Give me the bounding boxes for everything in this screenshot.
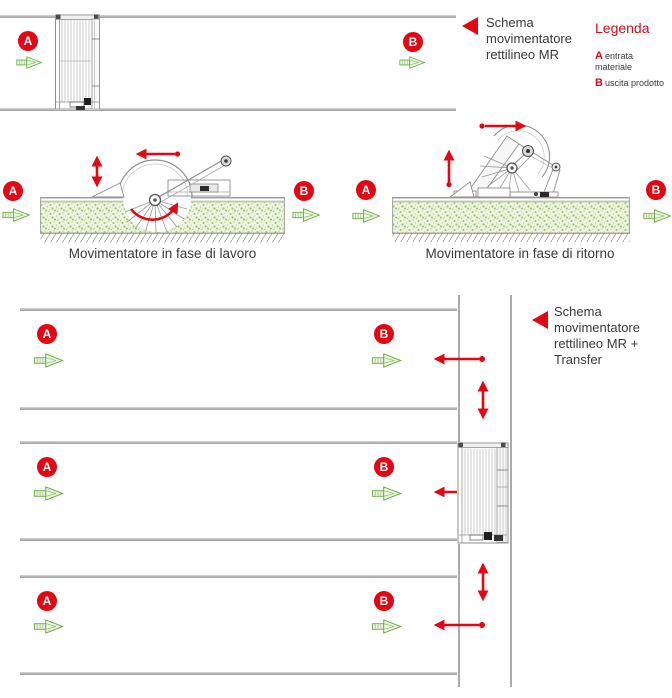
transfer-shuttle-arrow-icon [476,558,490,606]
exit-badge [646,180,666,200]
exit-badge [374,324,394,344]
top-section-title: Schema movimentatore rettilineo MR [486,15,572,62]
entry-badge [37,457,57,477]
lane1-rail-upper [20,308,457,311]
legend-text-exit: uscita prodotto [604,78,664,88]
material-flow-arrow-icon [371,352,404,369]
material-flow-arrow-icon [2,207,32,223]
legend-key-entry: A [595,50,603,62]
exit-badge [294,181,314,201]
entry-badge-label: A [42,327,52,341]
exit-badge-label: B [651,183,661,197]
entry-badge [356,180,376,200]
entry-badge-label: A [23,34,33,48]
mr-machine-transfer-plan-icon [455,440,512,548]
material-flow-arrow-icon [292,207,322,223]
return-phase-caption: Movimentatore in fase di ritorno [425,246,615,261]
entry-badge-label: A [361,183,371,197]
material-flow-arrow-icon [371,618,404,635]
entry-badge-label: A [42,594,52,608]
exit-badge-label: B [299,184,309,198]
section-pointer-icon [532,311,548,329]
entry-badge [18,31,38,51]
legend-text-entry: entrata materiale [595,51,633,72]
exit-badge [403,32,423,52]
entry-badge-label: A [8,184,18,198]
transfer-shuttle-arrow-icon [476,376,490,424]
exit-badge-label: B [408,35,418,49]
mr-machine-work-phase-drawing [40,140,285,245]
bottom-section-title: Schema movimentatore rettilineo MR + Transfer [554,304,640,367]
lane1-rail-lower [20,407,457,410]
section-pointer-icon [462,17,478,35]
exit-badge-label: B [379,594,389,608]
material-flow-arrow-icon [33,485,66,502]
transfer-out-arrow-icon [429,353,487,365]
lane2-rail-lower [20,538,457,541]
material-flow-arrow-icon [399,55,427,70]
exit-badge-label: B [379,460,389,474]
entry-badge-label: A [42,460,52,474]
transfer-out-arrow-icon [429,619,487,631]
entry-badge [37,591,57,611]
mr-machine-plan-icon [53,12,102,113]
legend-title: Legenda [595,20,650,36]
entry-badge [37,324,57,344]
legend-item-entry [595,51,655,73]
legend-item-exit [595,78,672,89]
material-flow-arrow-icon [33,618,66,635]
legend [595,20,672,94]
work-phase-caption: Movimentatore in fase di lavoro [68,246,257,261]
exit-badge [374,457,394,477]
exit-badge-label: B [379,327,389,341]
material-flow-arrow-icon [643,208,672,224]
mr-machine-return-phase-drawing [390,120,632,245]
material-flow-arrow-icon [352,208,382,224]
material-flow-arrow-icon [16,55,44,70]
lane3-rail-upper [20,575,457,578]
material-flow-arrow-icon [371,485,404,502]
lane2-rail-upper [20,441,457,444]
entry-badge [3,181,23,201]
lane3-rail-lower [20,672,457,675]
legend-key-exit: B [595,77,603,89]
mover-machine-tilted [450,125,560,198]
exit-badge [374,591,394,611]
material-flow-arrow-icon [33,352,66,369]
